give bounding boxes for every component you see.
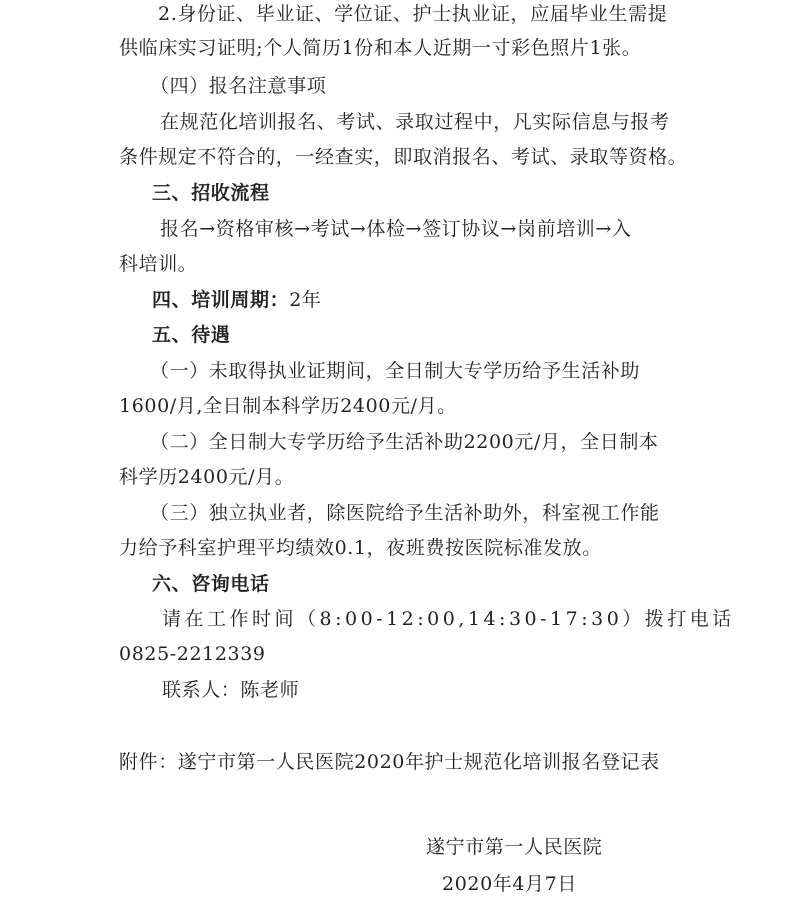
notice-line-1: 在规范化培训报名、考试、录取过程中，凡实际信息与报考	[160, 111, 670, 133]
requirement-2-line-2: 供临床实习证明;个人简历1份和本人近期一寸彩色照片1张。	[119, 37, 642, 59]
notice-heading: （四）报名注意事项	[150, 75, 327, 97]
benefit-1-line-1: （一）未取得执业证期间，全日制大专学历给予生活补助	[150, 360, 641, 382]
training-period-value: 2年	[289, 289, 322, 311]
training-period	[152, 286, 322, 314]
notice-line-2: 条件规定不符合的，一经查实，即取消报名、考试、录取等资格。	[119, 146, 688, 168]
training-period-label: 四、培训周期：	[152, 289, 290, 311]
benefit-2-line-1: （二）全日制大专学历给予生活补助2200元/月，全日制本	[150, 431, 659, 453]
signature-date: 2020年4月7日	[442, 873, 577, 895]
attachment-note: 附件：遂宁市第一人民医院2020年护士规范化培训报名登记表	[119, 751, 660, 773]
process-line-2: 科培训。	[119, 253, 198, 275]
benefit-1-line-2: 1600/月,全日制本科学历2400元/月。	[119, 395, 457, 417]
contact-phone: 0825-2212339	[119, 643, 266, 665]
process-line-1: 报名→资格审核→考试→体检→签订协议→岗前培训→入	[160, 218, 632, 240]
contact-heading: 六、咨询电话	[152, 573, 270, 595]
benefits-heading: 五、待遇	[152, 324, 231, 346]
requirement-2-line-1: 2.身份证、毕业证、学位证、护士执业证，应届毕业生需提	[158, 3, 668, 25]
benefit-3-line-2: 力给予科室护理平均绩效0.1，夜班费按医院标准发放。	[119, 537, 602, 559]
contact-person: 联系人：陈老师	[162, 679, 300, 701]
process-heading: 三、招收流程	[152, 182, 270, 204]
signature-organization: 遂宁市第一人民医院	[426, 836, 603, 858]
contact-line-1: 请在工作时间（8:00-12:00,14:30-17:30）拨打电话	[162, 608, 735, 630]
benefit-3-line-1: （三）独立执业者，除医院给予生活补助外，科室视工作能	[150, 502, 660, 524]
benefit-2-line-2: 科学历2400元/月。	[119, 466, 295, 488]
